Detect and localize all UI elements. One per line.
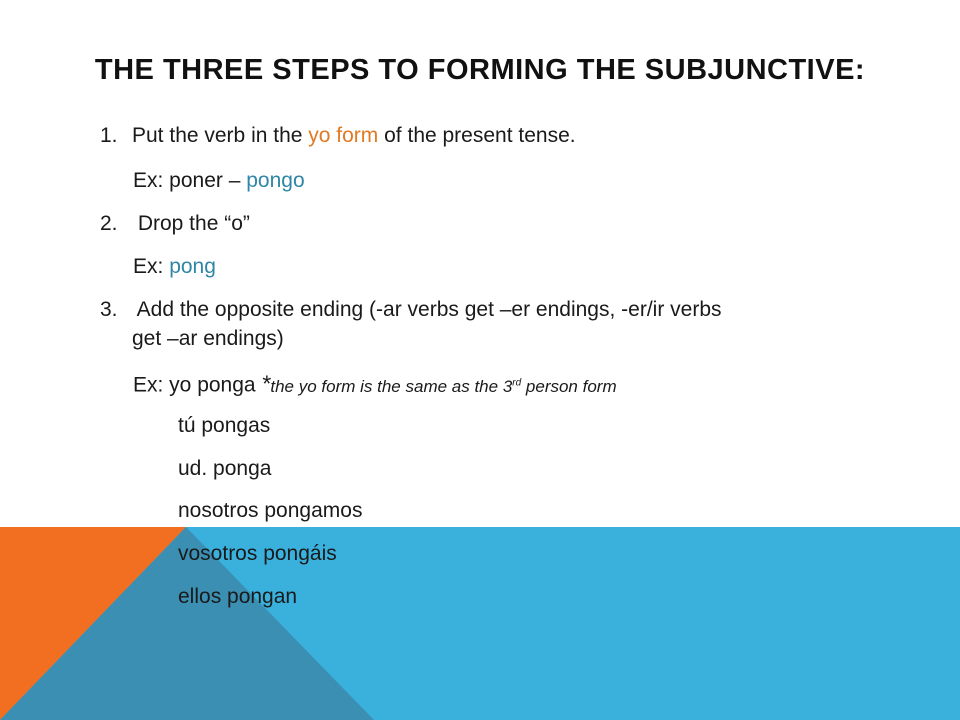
step-1-text-after: of the present tense. bbox=[378, 124, 576, 147]
step-1-highlight: yo form bbox=[308, 124, 379, 147]
step-2-example-prefix: Ex: bbox=[133, 255, 170, 278]
step-1-number: 1. bbox=[100, 124, 118, 147]
conjugation-tu: tú pongas bbox=[178, 414, 271, 437]
slide-title: THE THREE STEPS TO FORMING THE SUBJUNCTIVE: bbox=[94, 54, 866, 86]
step-1-text-before: Put the verb in the bbox=[132, 124, 309, 147]
step-1-example-prefix: Ex: poner – bbox=[133, 169, 247, 192]
step-2-example-highlight: pong bbox=[169, 255, 216, 278]
conjugation-vosotros: vosotros pongáis bbox=[178, 542, 337, 565]
conjugation-nosotros: nosotros pongamos bbox=[178, 499, 363, 522]
step-3 bbox=[100, 297, 722, 323]
note-text bbox=[270, 377, 616, 396]
step-3-number: 3. bbox=[100, 298, 118, 321]
step-2-text: Drop the “o” bbox=[132, 212, 250, 235]
conjugation-ud: ud. ponga bbox=[178, 457, 272, 480]
step-3-text-line2: get –ar endings) bbox=[132, 327, 284, 350]
step-2 bbox=[100, 211, 250, 237]
note-star: * bbox=[261, 370, 271, 397]
conjugation-ellos: ellos pongan bbox=[178, 585, 298, 608]
step-1-example-highlight: pongo bbox=[246, 169, 305, 192]
step-3-example bbox=[133, 370, 617, 400]
note-text-main: the yo form is the same as the 3 bbox=[270, 376, 513, 396]
step-1-example bbox=[133, 168, 305, 194]
note-superscript: rd bbox=[512, 377, 522, 388]
note-tail: person form bbox=[521, 376, 617, 396]
step-2-example bbox=[133, 254, 216, 280]
step-2-number: 2. bbox=[100, 212, 118, 235]
step-3-text-line1: Add the opposite ending (-ar verbs get –er endings, -er/ir verbs bbox=[132, 298, 722, 321]
step-1 bbox=[100, 123, 576, 149]
step-3-example-prefix: Ex: yo ponga bbox=[133, 373, 262, 397]
